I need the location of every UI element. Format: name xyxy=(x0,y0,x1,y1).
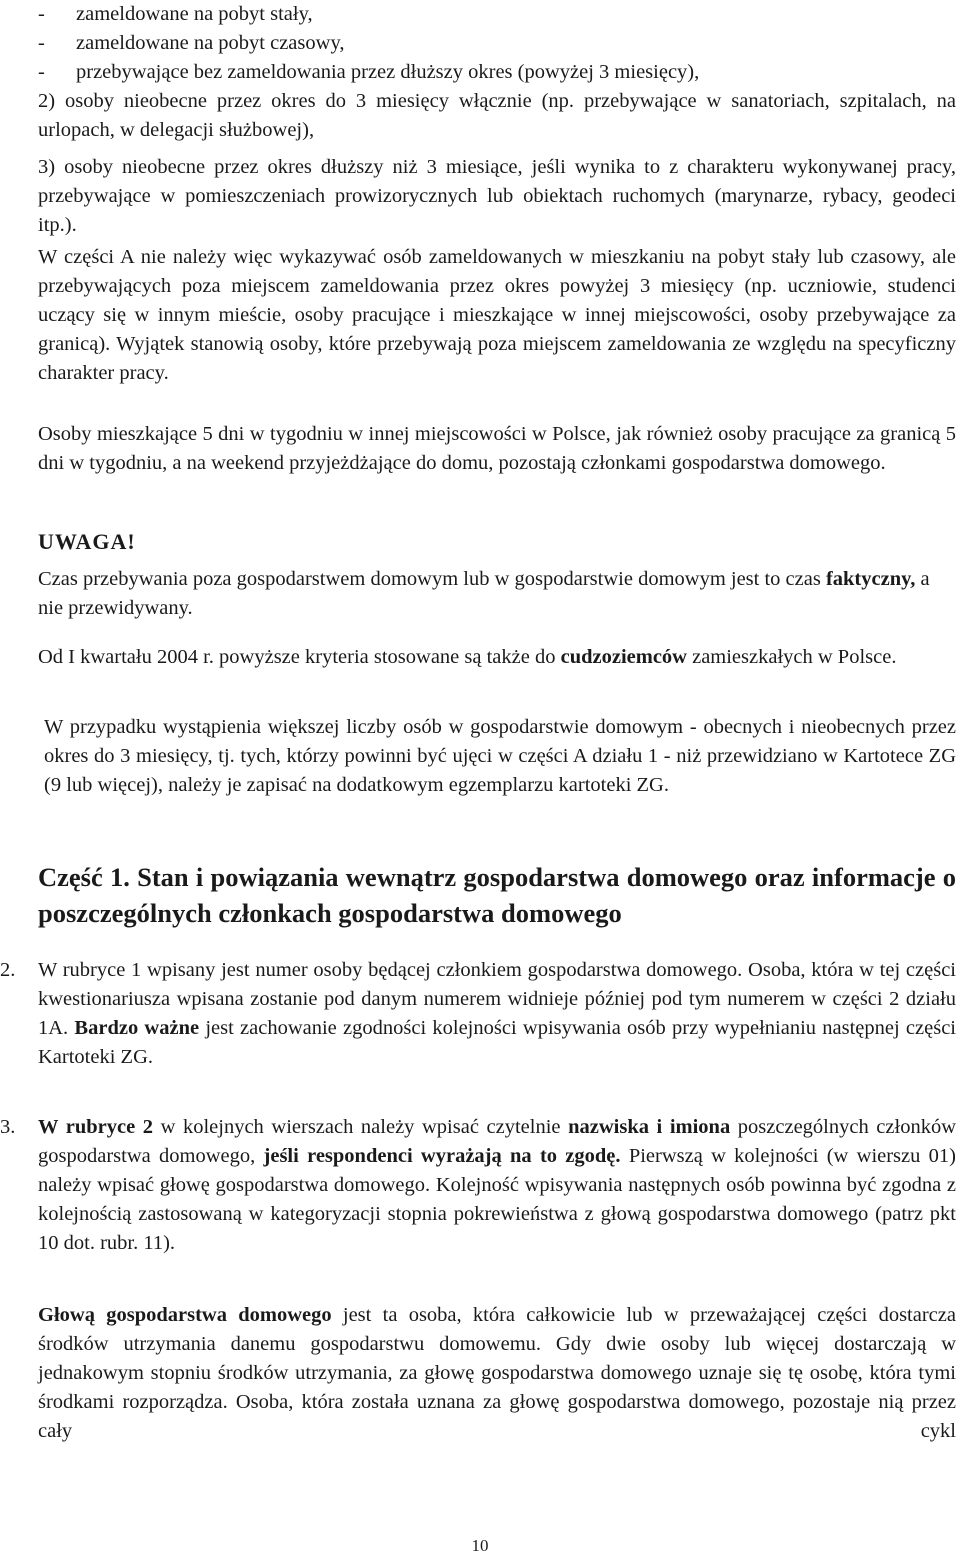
numbered-item-3 xyxy=(38,153,956,240)
item-number: 3) xyxy=(38,156,56,178)
numbered-item-2 xyxy=(38,87,956,145)
paragraph-actual-time: Czas przebywania poza gospodarstwem domowym lub w gospodarstwie domowym jest to czas faktyczny, a nie przewidywany. xyxy=(38,568,930,619)
point-2 xyxy=(0,956,956,1072)
paragraph-part-a: W części A nie należy więc wykazywać osób zameldowanych w mieszkaniu na pobyt stały lub czasowy, ale przebywających poza miejscem zameldowania przez okres powyżej 3 miesięcy (np. uczniowie, studenci uczący się w innym mieście, osoby pracujące i mieszkające w innej miejscowości, osoby przebywające za granicą). Wyjątek stanowią osoby, które przebywają poza miejscem zameldowania ze względu na specyficzny charakter pracy. xyxy=(38,246,956,384)
paragraph-foreigners: Od I kwartału 2004 r. powyższe kryteria stosowane są także do cudzoziemców zamieszkałych w Polsce. xyxy=(38,646,897,668)
paragraph-weekly-absence: Osoby mieszkające 5 dni w tygodniu w innej miejscowości w Polsce, jak również osoby pracujące za granicą 5 dni w tygodniu, a na weekend przyjeżdżające do domu, pozostają członkami gospodarstwa domowego. xyxy=(38,423,956,474)
point-number: 3. xyxy=(0,1116,16,1138)
point-3 xyxy=(0,1113,956,1258)
point-text: W rubryce 1 wpisany jest numer osoby będącej członkiem gospodarstwa domowego. Osoba, która w tej części kwestionariusza wpisana zostanie pod danym numerem widnieje później pod tym numerem w części 2 działu 1A. Bardzo ważne jest zachowanie zgodności kolejności wpisywania osób przy wypełnianiu następnej części Kartoteki ZG. xyxy=(38,959,956,1068)
list-item: - zameldowane na pobyt czasowy, xyxy=(38,32,345,54)
item-text: osoby nieobecne przez okres dłuższy niż 3 miesiące, jeśli wynika to z charakteru wykonywanej pracy, przebywające w pomieszczeniach prowizorycznych lub obiektach ruchomych (marynarze, rybacy, geodeci itp.). xyxy=(38,156,957,236)
list-item: - przebywające bez zameldowania przez dłuższy okres (powyżej 3 miesięcy), xyxy=(38,61,700,83)
point-number: 2. xyxy=(0,959,16,981)
item-text: osoby nieobecne przez okres do 3 miesięcy włącznie (np. przebywające w sanatoriach, szpitalach, na urlopach, w delegacji służbowej), xyxy=(38,90,957,141)
paragraph-extra-persons: W przypadku wystąpienia większej liczby osób w gospodarstwie domowym - obecnych i nieobecnych przez okres do 3 miesięcy, tj. tych, którzy powinni być ujęci w części A działu 1 - niż przewidziano w Kartotece ZG (9 lub więcej), należy je zapisać na dodatkowym egzemplarzu kartoteki ZG. xyxy=(44,716,956,796)
point-text: W rubryce 2 w kolejnych wierszach należy wpisać czytelnie nazwiska i imiona poszczególnych członków gospodarstwa domowego, jeśli respondenci wyrażają na to zgodę. Pierwszą w kolejności (w wierszu 01) należy wpisać głowę gospodarstwa domowego. Kolejność wpisywania następnych osób powinna być zgodna z kolejnością zastosowaną w kategoryzacji stopnia pokrewieństwa z głową gospodarstwa domowego (patrz pkt 10 dot. rubr. 11). xyxy=(38,1116,957,1254)
note-heading: UWAGA! xyxy=(38,529,136,554)
section-heading: Część 1. Stan i powiązania wewnątrz gospodarstwa domowego oraz informacje o poszczególnych członkach gospodarstwa domowego xyxy=(38,862,956,928)
paragraph-household-head: Głową gospodarstwa domowego jest ta osoba, która całkowicie lub w przeważającej części dostarcza środków utrzymania danemu gospodarstwu domowemu. Gdy dwie osoby lub więcej dostarczają w jednakowym stopniu środków utrzymania, za głowę gospodarstwa domowego uznaje się tę osobę, która tymi środkami rozporządza. Osoba, która została uznana za głowę gospodarstwa domowego, pozostaje nią przez cały cykl xyxy=(38,1304,956,1442)
item-number: 2) xyxy=(38,90,56,112)
list-item: - zameldowane na pobyt stały, xyxy=(38,3,313,25)
page-number: 10 xyxy=(471,1536,489,1555)
